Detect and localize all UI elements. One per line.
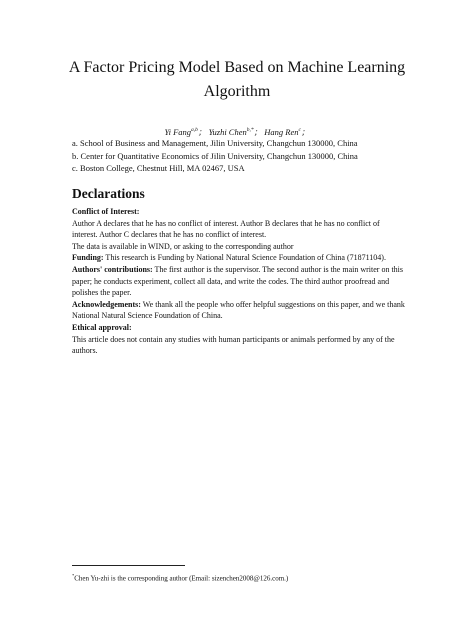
contributions-text: The first author is the supervisor. The second author is the main writer on this paper; he conducts experiment, collect all data, and write the codes. The third author proofread and polishes the paper. [72, 264, 404, 298]
ethics-text: This article does not contain any studies with human participants or animals performed by any of the authors. [72, 334, 395, 356]
author-list [0, 124, 474, 138]
contributions-paragraph [72, 264, 406, 299]
affiliation-item: b. Center for Quantitative Economics of Jilin University, Changchun 130000, China [72, 150, 358, 161]
author-affiliation-mark: b,* [246, 127, 254, 133]
conflict-text: Author A declares that he has no conflict of interest. Author B declares that he has no conflict of interest. Author C declares that he has no conflict of interest. [72, 218, 380, 240]
author-separator: ； [253, 126, 263, 137]
author-name: Yi Fang [164, 126, 192, 137]
footnote-mark: * [72, 573, 75, 578]
title-line-2: Algorithm [203, 83, 271, 100]
affiliation-list [72, 137, 432, 175]
affiliation-item: c. Boston College, Chestnut Hill, MA 02467, USA [72, 163, 245, 174]
footnote [72, 571, 288, 583]
section-heading: Declarations [72, 186, 145, 201]
title-line-1: A Factor Pricing Model Based on Machine Learning [68, 59, 406, 76]
author-separator: ； [300, 126, 310, 137]
author-affiliation-mark: a,b [191, 127, 198, 133]
funding-paragraph [72, 252, 406, 264]
author-name: Hang Ren [264, 126, 299, 137]
author-affiliation-mark: c [298, 127, 301, 133]
footnote-text: Chen Yu-zhi is the corresponding author (Email: sizenchen2008@126.com.) [74, 574, 289, 583]
ethics-label: Ethical approval: [72, 322, 132, 332]
data-availability-text: The data is available in WIND, or asking to the corresponding author [72, 241, 294, 251]
author-separator: ； [197, 126, 207, 137]
footnote-rule [72, 565, 185, 566]
funding-text: This research is Funding by National Natural Science Foundation of China (71871104). [103, 253, 386, 263]
affiliation-item: a. School of Business and Management, Jilin University, Changchun 130000, China [72, 138, 358, 148]
declarations-body [72, 206, 406, 357]
funding-label: Funding: [72, 253, 104, 263]
acknowledgements-text: We thank all the people who offer helpful suggestions on this paper, and we thank National Natural Science Foundation of China. [72, 299, 405, 321]
author-name: Yuzhi Chen [208, 126, 247, 137]
conflict-label: Conflict of Interest: [72, 207, 140, 216]
contributions-label: Authors' contributions: [72, 264, 153, 274]
acknowledgements-paragraph [72, 299, 406, 322]
paper-title [0, 56, 474, 104]
acknowledgements-label: Acknowledgements: [72, 299, 141, 309]
